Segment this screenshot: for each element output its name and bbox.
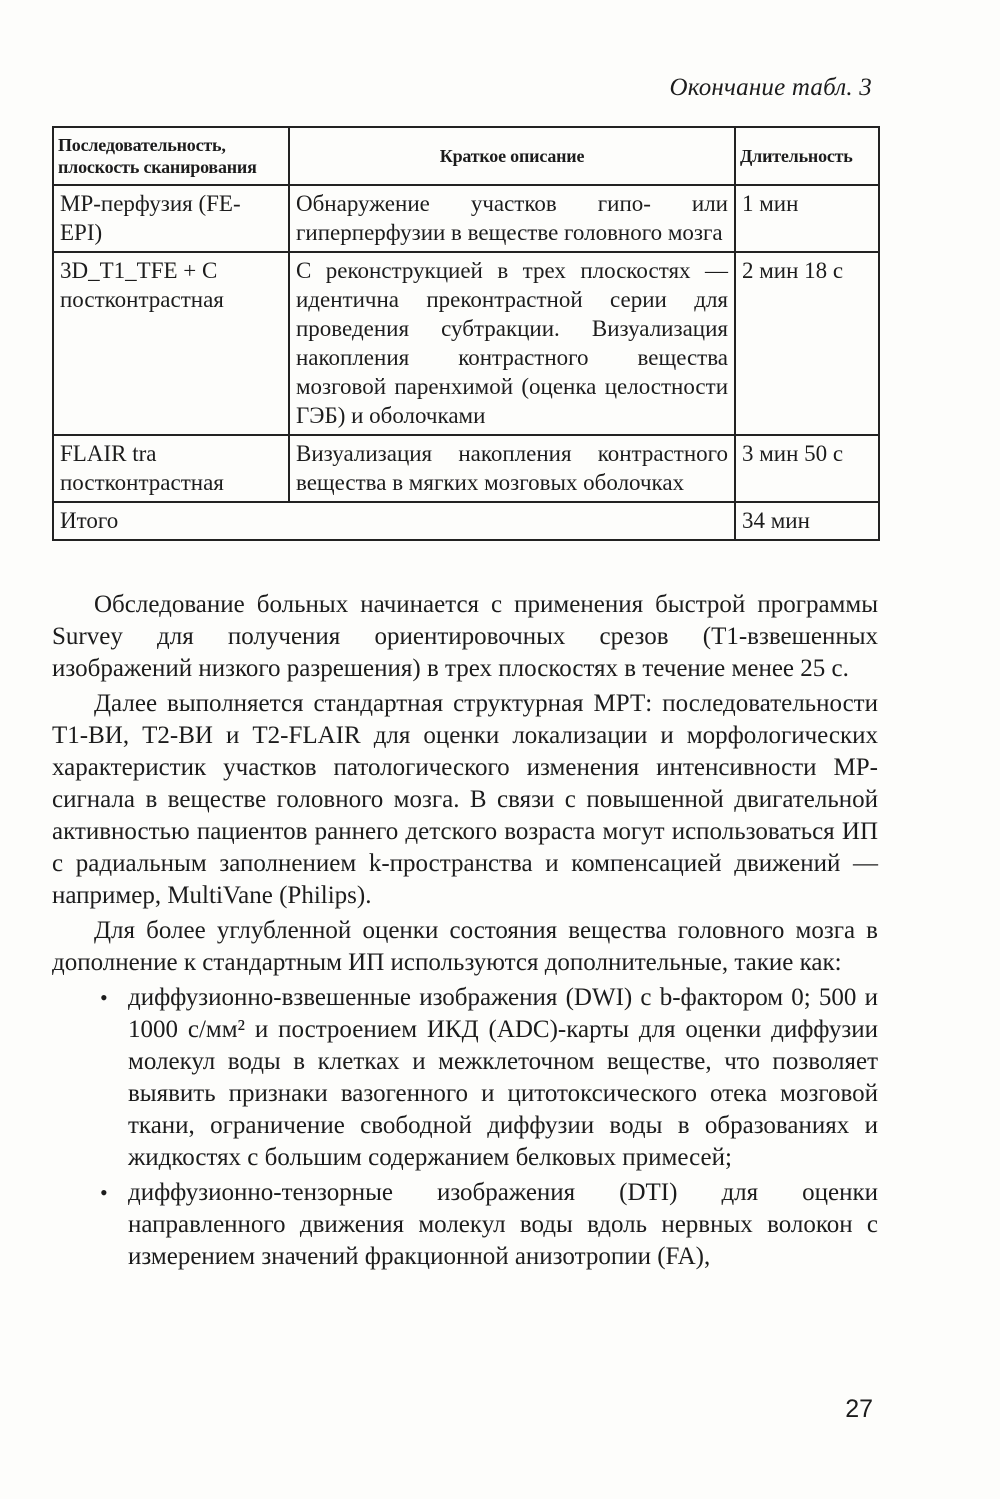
table-row [53,185,879,252]
bullet-icon: • [100,1180,108,1205]
list-item-text: диффузионно-тензорные изображения (DTI) для оценки направленного движения молекул воды вдоль нервных волокон с измерением значений фракционной анизотропии (FA), [128,1179,878,1270]
total-duration: 34 мин [735,502,879,540]
cell-description: Обнаружение участков гипо- или гиперперфузии в веществе головного мозга [289,185,735,252]
header-duration: Длительность [735,127,879,185]
total-label: Итого [53,502,735,540]
cell-duration: 3 мин 50 с [735,435,879,502]
header-sequence: Последовательность, плоскость сканирования [53,127,289,185]
sequence-table [52,126,880,541]
page-number: 27 [845,1395,873,1423]
table-header-row [53,127,879,185]
cell-duration: 1 мин [735,185,879,252]
paragraph: Для более углубленной оценки состояния вещества головного мозга в дополнение к стандартным ИП используются дополнительные, такие как: [52,917,878,976]
table-row [53,252,879,435]
table-caption: Окончание табл. 3 [669,74,872,101]
body-text [52,589,878,1276]
list-item [100,1177,878,1273]
cell-description: Визуализация накопления контрастного вещества в мягких мозговых оболочках [289,435,735,502]
cell-sequence: FLAIR tra постконтрастная [53,435,289,502]
paragraph: Обследование больных начинается с применения быстрой программы Survey для получения ориентировочных срезов (Т1-взвешенных изображений низкого разрешения) в трех плоскостях в течение менее 25 с. [52,591,878,682]
bullet-icon: • [100,985,108,1010]
list-item-text: диффузионно-взвешенные изображения (DWI) с b-фактором 0; 500 и 1000 с/мм² и построением ИКД (ADC)-карты для оценки диффузии молекул воды в клетках и межклеточном веществе, что позволяет выявить признаки вазогенного и цитотоксического отека мозговой ткани, ограничение свободной диффузии воды в образованиях и жидкостях с большим содержанием белковых примесей; [128,984,878,1171]
paragraph: Далее выполняется стандартная структурная МРТ: последовательности Т1-ВИ, Т2-ВИ и Т2-FLAIR для оценки локализации и морфологических характеристик участков патологического изменения интенсивности МР-сигнала в веществе головного мозга. В связи с повышенной двигательной активностью пациентов раннего детского возраста могут использоваться ИП с радиальным заполнением k-пространства и компенсацией движений — например, MultiVane (Philips). [52,690,878,909]
cell-sequence: МР-перфузия (FE-EPI) [53,185,289,252]
list-item [100,982,878,1174]
cell-duration: 2 мин 18 с [735,252,879,435]
cell-sequence: 3D_T1_TFE + C постконтрастная [53,252,289,435]
header-description: Краткое описание [289,127,735,185]
bullet-list [52,982,878,1273]
table-total-row [53,502,879,540]
table-row [53,435,879,502]
cell-description: С реконструкцией в трех плоскостях — идентична преконтрастной серии для проведения субтракции. Визуализация накопления контрастного вещества мозговой паренхимой (оценка целостности ГЭБ) и оболочками [289,252,735,435]
